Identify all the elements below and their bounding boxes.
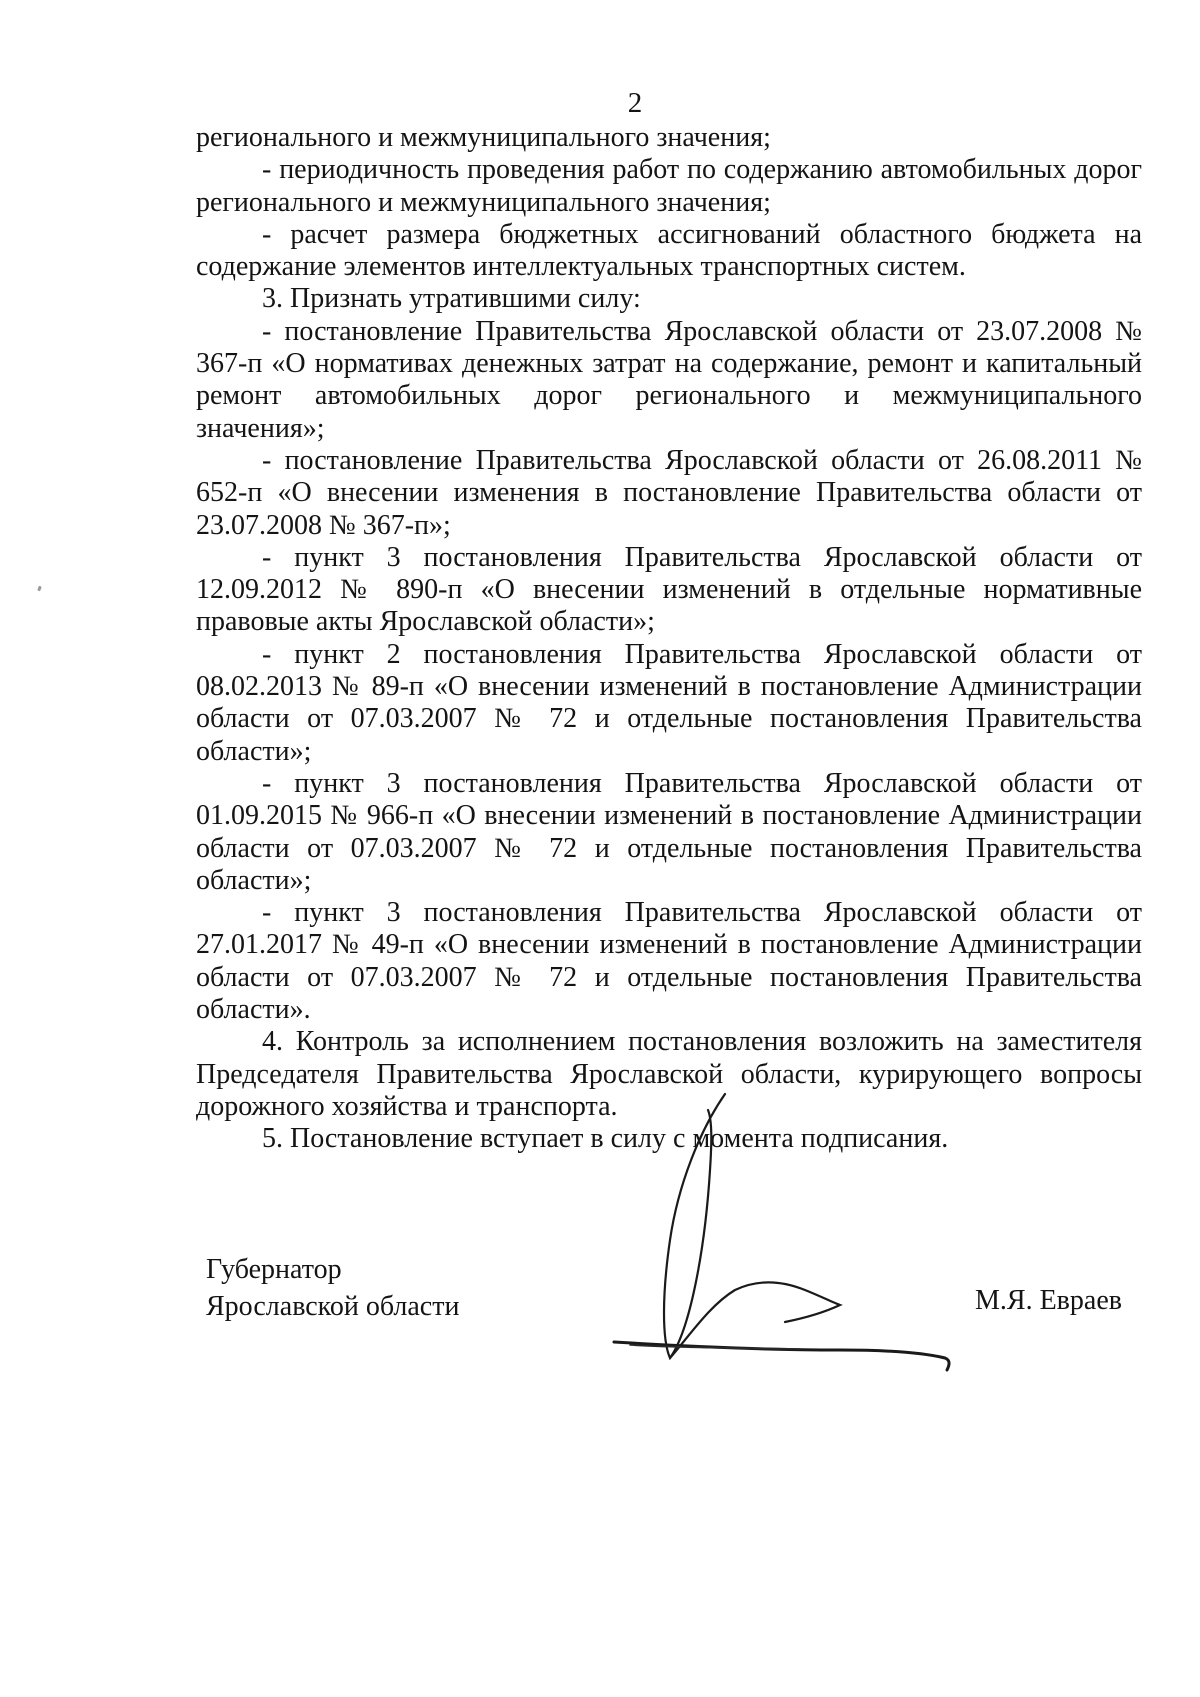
paragraph: - постановление Правительства Ярославской области от 23.07.2008 № 367-п «О нормативах денежных затрат на содержание, ремонт и капитальный ремонт автомобильных дорог регионального и межмуниципального значения»;	[196, 315, 1142, 444]
signatory-title-line: Губернатор	[206, 1254, 342, 1285]
document-body	[196, 122, 1142, 1156]
paragraph: 4. Контроль за исполнением постановления возложить на заместителя Председателя Правительства Ярославской области, курирующего вопросы дорожного хозяйства и транспорта.	[196, 1026, 1142, 1122]
page-number: 2	[627, 87, 643, 119]
paragraph: - пункт 3 постановления Правительства Ярославской области от 12.09.2012 № 890-п «О внесении изменений в отдельные нормативные правовые акты Ярославской области»;	[196, 541, 1142, 638]
signatory-title-line: Ярославской области	[206, 1291, 460, 1322]
signatory-title	[206, 1251, 459, 1325]
paragraph: - расчет размера бюджетных ассигнований областного бюджета на содержание элементов интеллектуальных транспортных систем.	[196, 218, 1142, 283]
paragraph: - периодичность проведения работ по содержанию автомобильных дорог регионального и межмуниципального значения;	[196, 154, 1142, 218]
paragraph: - пункт 3 постановления Правительства Ярославской области от 01.09.2015 № 966-п «О внесении изменений в постановление Администрации области от 07.03.2007 № 72 и отдельные постановления Правительства области»;	[196, 767, 1142, 896]
signatory-name: М.Я. Евраев	[975, 1285, 1122, 1316]
scan-speck	[37, 586, 42, 592]
paragraph: - пункт 3 постановления Правительства Ярославской области от 27.01.2017 № 49-п «О внесении изменений в постановление Администрации области от 07.03.2007 № 72 и отдельные постановления Правительства области».	[196, 897, 1142, 1026]
paragraph: - постановление Правительства Ярославской области от 26.08.2011 № 652-п «О внесении изменения в постановление Правительства области от 23.07.2008 № 367-п»;	[196, 444, 1142, 541]
paragraph: регионального и межмуниципального значения;	[196, 122, 771, 153]
paragraph: 5. Постановление вступает в силу с момента подписания.	[262, 1123, 949, 1155]
paragraph: - пункт 2 постановления Правительства Ярославской области от 08.02.2013 № 89-п «О внесении изменений в постановление Администрации области от 07.03.2007 № 72 и отдельные постановления Правительства области»;	[196, 638, 1142, 767]
handwritten-signature	[600, 1090, 970, 1390]
paragraph: 3. Признать утратившими силу:	[262, 283, 641, 315]
